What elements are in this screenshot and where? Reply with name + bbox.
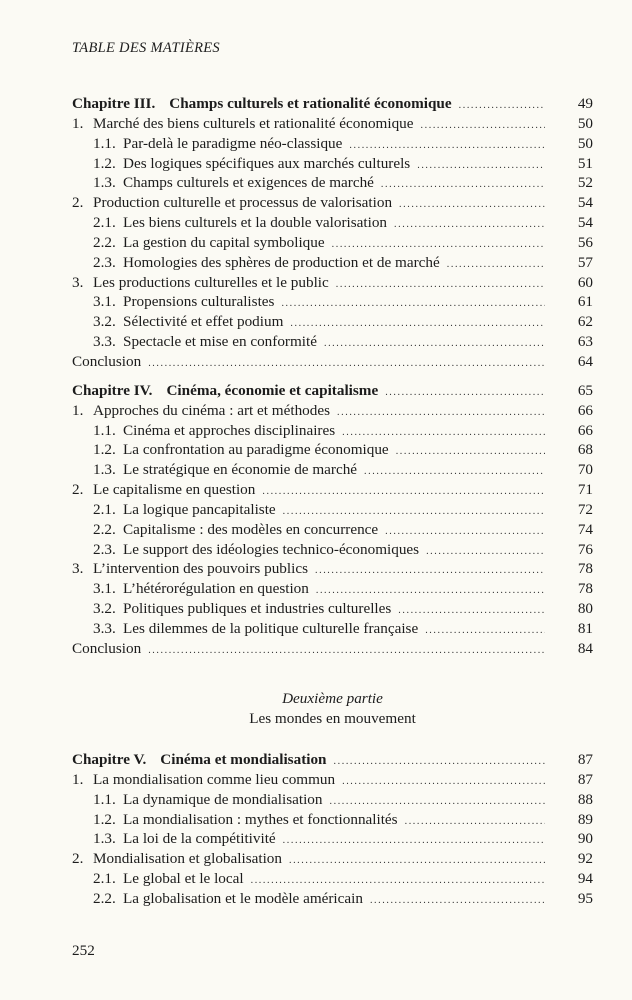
toc-subsection-row	[72, 154, 593, 174]
toc-entry-number: 1.	[72, 114, 84, 132]
running-header: TABLE DES MATIÈRES	[72, 40, 220, 56]
toc-entry-title	[93, 173, 374, 193]
toc-entry-text: Le capitalisme en question	[93, 481, 256, 499]
toc-subsection-row	[72, 790, 593, 810]
toc-entry-text: Le stratégique en économie de marché	[123, 461, 358, 479]
toc-subsection-row	[72, 889, 593, 909]
dot-leader	[405, 812, 545, 832]
toc-entry-title	[93, 421, 335, 441]
toc-section-1	[72, 94, 593, 659]
toc-entry-title	[93, 520, 378, 540]
toc-entry-number: 2.	[72, 850, 84, 868]
toc-entry-title	[93, 619, 418, 639]
toc-section-row	[72, 273, 593, 293]
toc-entry-title	[72, 849, 282, 869]
dot-leader	[381, 175, 545, 195]
toc-page-number: 90	[577, 830, 593, 848]
dot-leader	[334, 752, 545, 772]
toc-subsection-row	[72, 869, 593, 889]
toc-entry-number: 2.	[72, 481, 84, 499]
toc-entry-number: 3.3.	[93, 619, 116, 637]
toc-page-number: 76	[577, 540, 593, 558]
toc-entry-title	[93, 460, 357, 480]
toc-entry-title	[72, 401, 330, 421]
toc-entry-title	[72, 750, 327, 770]
dot-leader	[364, 462, 545, 482]
toc-section-row	[72, 114, 593, 134]
toc-entry-title	[93, 599, 391, 619]
toc-entry-text: L’intervention des pouvoirs publics	[93, 560, 308, 578]
toc-entry-text: Sélectivité et effet podium	[123, 313, 284, 331]
toc-entry-title	[72, 193, 392, 213]
toc-page-number: 81	[577, 619, 593, 637]
toc-entry-title	[93, 540, 419, 560]
toc-page-number: 61	[577, 293, 593, 311]
toc-page-number: 54	[577, 214, 593, 232]
toc-entry-text: Le support des idéologies technico-économiques	[123, 540, 420, 558]
toc-subsection-row	[72, 579, 593, 599]
dot-leader	[370, 891, 545, 911]
toc-chapter-row	[72, 381, 593, 401]
dot-leader	[417, 156, 545, 176]
toc-entry-title	[72, 381, 378, 401]
toc-subsection-row	[72, 520, 593, 540]
dot-leader	[290, 314, 545, 334]
toc-entry-number: 1.	[72, 401, 84, 419]
dot-leader	[336, 275, 545, 295]
toc-subsection-row	[72, 134, 593, 154]
toc-entry-text: Homologies des sphères de production et de marché	[123, 253, 440, 271]
toc-entry-number: 2.2.	[93, 889, 116, 907]
toc-entry-number: 1.2.	[93, 441, 116, 459]
toc-section-row	[72, 352, 593, 372]
toc-entry-text: Marché des biens culturels et rationalité économique	[93, 114, 414, 132]
toc-entry-number: 1.	[72, 770, 84, 788]
dot-leader	[394, 215, 545, 235]
toc-entry-text: Les biens culturels et la double valorisation	[123, 214, 388, 232]
toc-entry-text: La gestion du capital symbolique	[123, 233, 325, 251]
dot-leader	[399, 195, 545, 215]
toc-entry-number: 3.2.	[93, 313, 116, 331]
toc-page-number: 78	[577, 560, 593, 578]
toc-entry-title	[93, 579, 309, 599]
toc-entry-title	[72, 114, 414, 134]
part-heading	[72, 689, 593, 729]
dot-leader	[385, 383, 545, 403]
toc-entry-title	[93, 889, 363, 909]
toc-page-number: 60	[577, 273, 593, 291]
toc-chapter-row	[72, 750, 593, 770]
toc-entry-text: Politiques publiques et industries culturelles	[123, 600, 392, 618]
toc-entry-text: Capitalisme : des modèles en concurrence	[123, 520, 379, 538]
dot-leader	[262, 482, 545, 502]
toc-subsection-row	[72, 440, 593, 460]
toc-page-number: 84	[577, 639, 593, 657]
toc-page-number: 70	[577, 461, 593, 479]
toc-page-number: 56	[577, 233, 593, 251]
toc-entry-number: 2.1.	[93, 500, 116, 518]
dot-leader	[148, 354, 545, 374]
dot-leader	[283, 831, 545, 851]
toc-entry-text: Production culturelle et processus de valorisation	[93, 194, 393, 212]
toc-page-number: 66	[577, 421, 593, 439]
dot-leader	[281, 294, 545, 314]
dot-leader	[148, 641, 545, 661]
toc-entry-number: 1.1.	[93, 790, 116, 808]
toc-entry-text: Mondialisation et globalisation	[93, 850, 282, 868]
toc-page-number: 92	[577, 850, 593, 868]
toc-subsection-row	[72, 829, 593, 849]
dot-leader	[425, 621, 545, 641]
toc-entry-text: Par-delà le paradigme néo-classique	[123, 134, 343, 152]
toc-subsection-row	[72, 253, 593, 273]
toc-page-number: 54	[577, 194, 593, 212]
toc-page-number: 57	[577, 253, 593, 271]
toc-page-number: 64	[577, 352, 593, 370]
toc-page-number: 49	[577, 95, 593, 112]
toc-entry-text: La loi de la compétitivité	[123, 830, 276, 848]
toc-entry-text: La globalisation et le modèle américain	[123, 889, 363, 907]
toc-entry-number: 1.2.	[93, 154, 116, 172]
toc-section-row	[72, 401, 593, 421]
toc-section-2	[72, 750, 593, 909]
toc-entry-title	[93, 154, 410, 174]
toc-page-number: 50	[577, 134, 593, 152]
toc-subsection-row	[72, 213, 593, 233]
toc-entry-number: 2.3.	[93, 540, 116, 558]
toc-entry-text: Des logiques spécifiques aux marchés culturels	[123, 154, 411, 172]
toc-entry-title	[93, 134, 342, 154]
toc-page-number: 50	[577, 114, 593, 132]
toc-subsection-row	[72, 332, 593, 352]
toc-subsection-row	[72, 312, 593, 332]
dot-leader	[447, 255, 545, 275]
toc-section-row	[72, 849, 593, 869]
toc-subsection-row	[72, 173, 593, 193]
toc-page-number: 68	[577, 441, 593, 459]
toc-page-number: 94	[577, 870, 593, 888]
part-title: Les mondes en mouvement	[249, 710, 416, 727]
toc-subsection-row	[72, 233, 593, 253]
toc-entry-title	[93, 790, 323, 810]
toc-entry-number: Chapitre V.	[72, 751, 147, 768]
toc-entry-number: 1.3.	[93, 830, 116, 848]
toc-entry-number: 3.3.	[93, 333, 116, 351]
toc-entry-title	[72, 273, 329, 293]
toc-entry-number: 2.2.	[93, 233, 116, 251]
toc-entry-title	[93, 440, 389, 460]
toc-chapter-row	[72, 94, 593, 114]
toc-entry-number: 2.1.	[93, 214, 116, 232]
toc-section-row	[72, 193, 593, 213]
toc-page-number: 71	[577, 481, 593, 499]
toc-entry-text: Propensions culturalistes	[123, 293, 275, 311]
page-number: 252	[72, 942, 95, 959]
toc-section-row	[72, 770, 593, 790]
toc-page-number: 87	[577, 770, 593, 788]
toc-page-number: 80	[577, 600, 593, 618]
toc-page-number: 74	[577, 520, 593, 538]
toc-entry-text: Cinéma et approches disciplinaires	[123, 421, 336, 439]
toc-entry-number: 1.3.	[93, 461, 116, 479]
toc-entry-title	[72, 559, 308, 579]
toc-entry-title	[93, 233, 325, 253]
toc-entry-title	[72, 639, 141, 659]
toc-page-number: 65	[577, 381, 593, 399]
toc-entry-number: 2.3.	[93, 253, 116, 271]
toc-entry-title	[72, 480, 255, 500]
toc-page-number: 51	[577, 154, 593, 172]
toc-entry-title	[72, 352, 141, 372]
toc-entry-number: 2.1.	[93, 870, 116, 888]
toc-entry-number: Chapitre IV.	[72, 381, 153, 399]
dot-leader	[324, 334, 545, 354]
toc-entry-text: La dynamique de mondialisation	[123, 790, 323, 808]
toc-entry-title	[93, 253, 440, 273]
toc-entry-text: La mondialisation comme lieu commun	[93, 770, 336, 788]
toc-page-number: 52	[577, 174, 593, 192]
toc-entry-title	[93, 500, 276, 520]
toc-subsection-row	[72, 460, 593, 480]
toc-entry-text: Approches du cinéma : art et méthodes	[93, 401, 331, 419]
dot-leader	[459, 96, 545, 116]
toc-entry-text: La mondialisation : mythes et fonctionnalités	[123, 810, 398, 828]
toc-entry-text: Le global et le local	[123, 870, 244, 888]
toc-page-number: 72	[577, 500, 593, 518]
toc-entry-title	[93, 869, 244, 889]
dot-leader	[396, 442, 545, 462]
toc-entry-number: 3.	[72, 273, 84, 291]
toc-entry-text: Conclusion	[72, 639, 142, 657]
toc-entry-text: Champs culturels et exigences de marché	[123, 174, 374, 192]
toc-page-number: 88	[577, 790, 593, 808]
toc-subsection-row	[72, 619, 593, 639]
toc-entry-title	[72, 94, 452, 114]
toc-entry-title	[72, 770, 335, 790]
toc-subsection-row	[72, 540, 593, 560]
toc-entry-text: Les dilemmes de la politique culturelle française	[123, 619, 419, 637]
toc-entry-title	[93, 332, 317, 352]
toc-entry-text: Cinéma, économie et capitalisme	[166, 381, 379, 399]
toc-entry-text: La confrontation au paradigme économique	[123, 441, 389, 459]
toc-entry-number: 2.2.	[93, 520, 116, 538]
dot-leader	[337, 403, 545, 423]
toc-entry-number: 3.2.	[93, 600, 116, 618]
dot-leader	[315, 561, 545, 581]
toc-subsection-row	[72, 421, 593, 441]
toc-page-number: 89	[577, 810, 593, 828]
toc-entry-number: 3.	[72, 560, 84, 578]
part-label: Deuxième partie	[282, 690, 383, 707]
toc-page-number: 63	[577, 333, 593, 351]
toc-entry-number: 3.1.	[93, 580, 116, 598]
dot-leader	[289, 851, 545, 871]
toc-subsection-row	[72, 810, 593, 830]
toc-entry-number: 3.1.	[93, 293, 116, 311]
toc-subsection-row	[72, 292, 593, 312]
toc-section-row	[72, 639, 593, 659]
toc-entry-text: Les productions culturelles et le public	[93, 273, 329, 291]
dot-leader	[342, 772, 545, 792]
toc-entry-text: Champs culturels et rationalité économique	[169, 95, 452, 112]
dot-leader	[426, 542, 545, 562]
toc-entry-title	[93, 810, 398, 830]
toc-subsection-row	[72, 500, 593, 520]
toc-entry-number: 2.	[72, 194, 84, 212]
toc-entry-title	[93, 312, 283, 332]
toc-entry-number: 1.1.	[93, 421, 116, 439]
toc-subsection-row	[72, 599, 593, 619]
toc-page-number: 95	[577, 889, 593, 907]
toc-entry-number: Chapitre III.	[72, 95, 156, 112]
toc-entry-number: 1.1.	[93, 134, 116, 152]
dot-leader	[421, 116, 545, 136]
toc-entry-title	[93, 213, 387, 233]
toc-page-number: 87	[577, 751, 593, 768]
toc-entry-number: 1.3.	[93, 174, 116, 192]
toc-page-number: 66	[577, 401, 593, 419]
toc-entry-title	[93, 829, 276, 849]
toc-page-number: 78	[577, 580, 593, 598]
toc-entry-text: La logique pancapitaliste	[123, 500, 276, 518]
dot-leader	[398, 601, 545, 621]
toc-entry-text: Cinéma et mondialisation	[160, 751, 327, 768]
toc-section-row	[72, 559, 593, 579]
toc-section-row	[72, 480, 593, 500]
toc-entry-title	[93, 292, 274, 312]
toc-entry-text: Spectacle et mise en conformité	[123, 333, 317, 351]
toc-entry-text: Conclusion	[72, 352, 142, 370]
toc-entry-text: L’hétérorégulation en question	[123, 580, 309, 598]
toc-page-number: 62	[577, 313, 593, 331]
toc-entry-number: 1.2.	[93, 810, 116, 828]
